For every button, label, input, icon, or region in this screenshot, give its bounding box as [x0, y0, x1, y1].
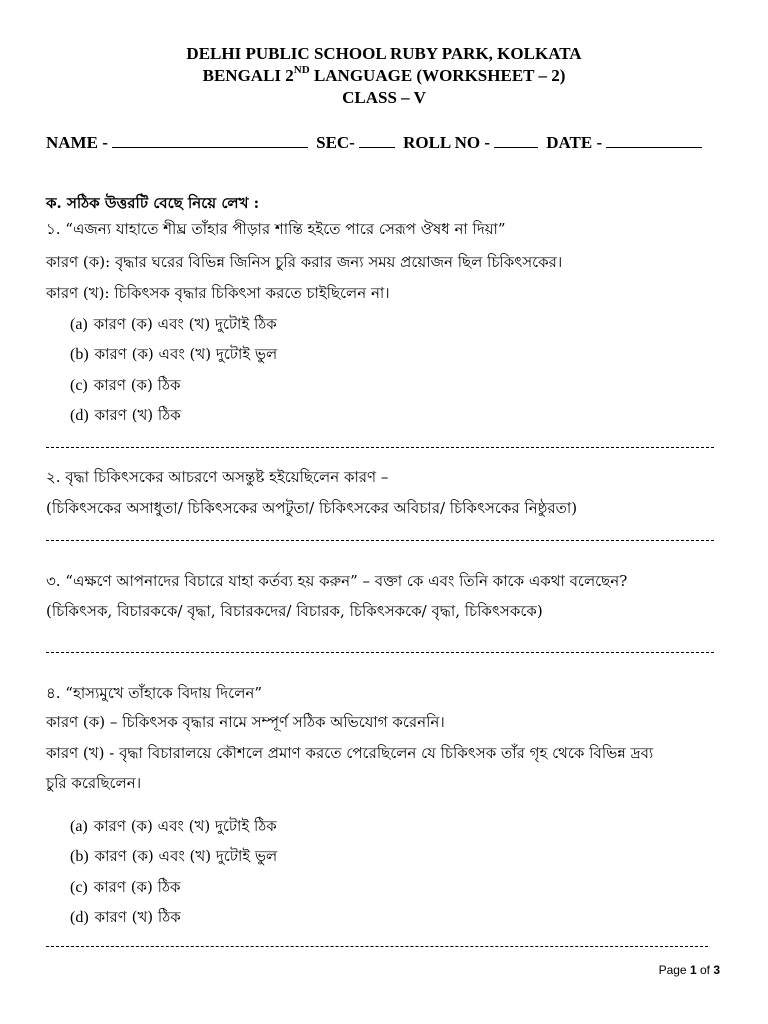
- q2-question: ২. বৃদ্ধা চিকিৎসকের আচরণে অসন্তুষ্ট হইয়েছিলেন কারণ –: [46, 468, 389, 486]
- section-divider: [46, 652, 714, 653]
- q4-option-a: [70, 815, 277, 838]
- name-label: NAME -: [46, 133, 108, 152]
- subject-prefix: BENGALI 2: [202, 66, 294, 85]
- q3-choices: (চিকিৎসক, বিচারককে/ বৃদ্ধা, বিচারকদের/ বিচারক, চিকিৎসককে/ বৃদ্ধা, চিকিৎসককে): [46, 602, 543, 620]
- section-title: ক. সঠিক উত্তরটি বেছে নিয়ে লেখ :: [46, 194, 260, 212]
- sec-label: SEC-: [316, 133, 355, 152]
- option-text: কারণ (খ) ঠিক: [94, 406, 181, 424]
- option-letter: (a): [70, 316, 88, 333]
- q4-option-c: [70, 876, 180, 899]
- q4-reason-b-line1: কারণ (খ) - বৃদ্ধা বিচারালয়ে কৌশলে প্রমাণ করতে পেরেছিলেন যে চিকিৎসক তাঁর গৃহ থেকে বিভিন্ন দ্রব্য: [46, 744, 654, 762]
- q1-reason-a: কারণ (ক): বৃদ্ধার ঘরের বিভিন্ন জিনিস চুরি করার জন্য সময় প্রয়োজন ছিল চিকিৎসকের।: [46, 253, 563, 271]
- option-text: কারণ (ক) ঠিক: [93, 878, 181, 896]
- section-divider: [46, 946, 708, 947]
- page-number: [659, 962, 720, 978]
- q4-option-b: [70, 845, 277, 868]
- section-divider: [46, 447, 714, 448]
- q3-question: ৩. “এক্ষণে আপনাদের বিচারে যাহা কর্তব্য হয় করুন” – বক্তা কে এবং তিনি কাকে একথা বলেছেন?: [46, 572, 628, 590]
- school-name: DELHI PUBLIC SCHOOL RUBY PARK, KOLKATA: [186, 44, 582, 63]
- student-info-row: [46, 132, 706, 154]
- q2-choices: (চিকিৎসকের অসাধুতা/ চিকিৎসকের অপটুতা/ চিকিৎসকের অবিচার/ চিকিৎসকের নিষ্ঠুরতা): [46, 499, 578, 517]
- option-letter: (b): [70, 848, 89, 865]
- roll-blank: [494, 133, 538, 148]
- subject-superscript: ND: [293, 64, 310, 77]
- option-letter: (d): [70, 407, 89, 424]
- page-word: Page: [658, 963, 690, 977]
- sec-blank: [359, 133, 395, 148]
- option-text: কারণ (ক) এবং (খ) দুটোই ঠিক: [93, 315, 277, 333]
- q4-question: ৪. “হাস্যমুখে তাঁহাকে বিদায় দিলেন”: [46, 684, 262, 702]
- q1-option-b: [70, 343, 277, 366]
- option-text: কারণ (ক) এবং (খ) দুটোই ভুল: [94, 345, 278, 363]
- option-text: কারণ (ক) এবং (খ) দুটোই ভুল: [94, 847, 278, 865]
- option-letter: (d): [70, 909, 89, 926]
- q4-reason-b-line2: চুরি করেছিলেন।: [46, 774, 142, 792]
- date-label: DATE -: [546, 133, 603, 152]
- option-text: কারণ (ক) এবং (খ) দুটোই ঠিক: [93, 817, 277, 835]
- q1-option-d: [70, 404, 181, 427]
- date-blank: [606, 133, 702, 148]
- q4-reason-a: কারণ (ক) – চিকিৎসক বৃদ্ধার নামে সম্পূর্ণ সঠিক অভিযোগ করেননি।: [46, 713, 445, 731]
- q1-option-a: [70, 313, 277, 336]
- section-divider: [46, 540, 714, 541]
- option-letter: (c): [70, 879, 88, 896]
- worksheet-subject: [0, 66, 768, 86]
- option-text: কারণ (খ) ঠিক: [94, 908, 181, 926]
- current-page: 1: [689, 963, 697, 977]
- option-text: কারণ (ক) ঠিক: [93, 376, 181, 394]
- of-word: of: [696, 963, 714, 977]
- option-letter: (c): [70, 377, 88, 394]
- subject-suffix: LANGUAGE (WORKSHEET – 2): [309, 66, 566, 85]
- option-letter: (a): [70, 818, 88, 835]
- q1-reason-b: কারণ (খ): চিকিৎসক বৃদ্ধার চিকিৎসা করতে চাইছিলেন না।: [46, 284, 390, 302]
- roll-label: ROLL NO -: [403, 133, 490, 152]
- q1-option-c: [70, 374, 180, 397]
- q1-question: ১. “এজন্য যাহাতে শীঘ্র তাঁহার পীড়ার শান্তি হইতে পারে সেরূপ ঔষধ না দিয়া”: [46, 220, 506, 238]
- name-blank: [112, 133, 308, 148]
- option-letter: (b): [70, 346, 89, 363]
- q4-option-d: [70, 906, 181, 929]
- total-pages: 3: [713, 963, 720, 977]
- class-label: CLASS – V: [342, 88, 426, 107]
